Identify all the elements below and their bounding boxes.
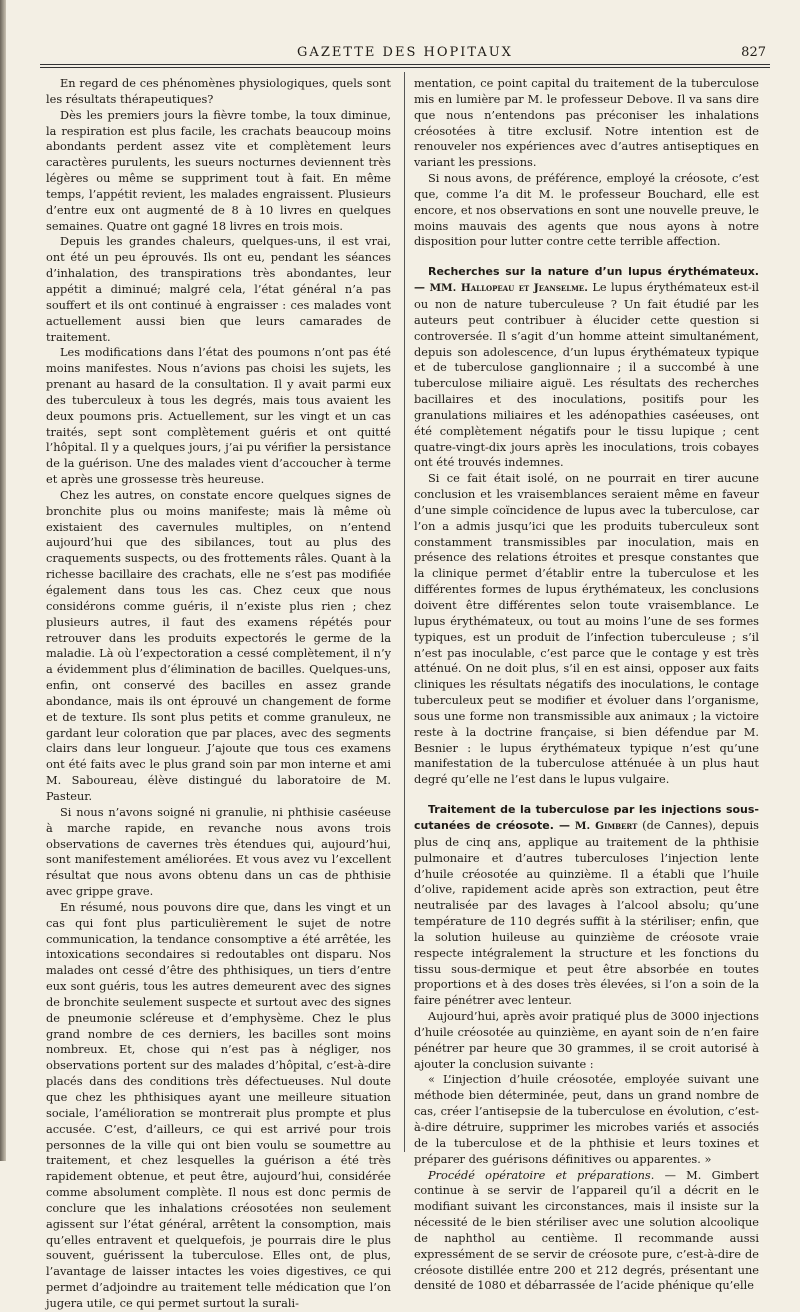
- paragraph: En regard de ces phénomènes physiologiques, quels sont les résultats thérapeutiques?: [46, 76, 391, 106]
- column-divider: [404, 72, 405, 1152]
- right-column: [414, 76, 760, 1293]
- paragraph: Si nous avons, de préférence, employé la créosote, c’est que, comme l’a dit M. le professeur Bouchard, elle est encore, et nos observations en sont une nouvelle preuve, le moins mauvais des agents que nous ayons à notre disposition pour lutter contre cette terrible affection.: [414, 171, 759, 249]
- section-authors: MM. Hallopeau et Jeanselme.: [429, 282, 588, 295]
- page-number: 827: [741, 45, 766, 60]
- procedure-label: Procédé opératoire et préparations.: [428, 1167, 655, 1182]
- paragraph-procedure: [414, 1168, 759, 1295]
- paragraph: En résumé, nous pouvons dire que, dans les vingt et un cas qui font plus particulièrement le sujet de notre communication, la tendance consomptive a été arrêtée, les intoxications secondaires si redoutables ont disparu. Nos malades ont cessé d’être des phthisiques, un tiers d’entre eux sont guéris, tous les autres demeurent avec des signes de bronchite seulement suspecte et surtout avec des signes de pneumonie scléreuse et d’emphysème. Chez le plus grand nombre de ces derniers, les bacilles sont moins nombreux. Et, chose qui n’est pas à négliger, nos observations portent sur des malades d’hôpital, c’est-à-dire placés dans des conditions très défectueuses. Nul doute que chez les phthisiques ayant une meilleure situation sociale, l’amélioration se montrerait plus prompte et plus accusée. C’est, d’ailleurs, ce qui est arrivé pour trois personnes de la ville qui ont bien voulu se soumettre au traitement, et chez lesquelles la guérison a été très rapidement obtenue, et peut être, aujourd’hui, considérée comme absolument complète. Il nous est donc permis de conclure que les inhalations créosotées non seulement agissent sur l’état général, arrêtent la consomption, mais qu’elles entravent et quelquefois, je pourrais dire le plus souvent, guérissent la tuberculose. Elles ont, de plus, l’avantage de laisser intactes les voies digestives, ce qui permet d’adjoindre au traitement telle médication que l’on jugera utile, ce qui permet surtout la surali-: [46, 899, 391, 1310]
- section-title: Recherches sur la nature d’un lupus érythémateux. —: [414, 265, 759, 295]
- procedure-text: — M. Gimbert continue à se servir de l’appareil qu’il a décrit en le modifiant suivant les circonstances, mais il insiste sur la nécessité de le bien stériliser avec une solution alcoolique de naphthol au centième. Il recommande aussi expressément de se servir de créosote pure, c’est-à-dire de créosote distillée entre 200 et 212 degrés, présentant une densité de 1080 et débarrassée de l’acide phénique qu’elle: [414, 1167, 759, 1293]
- header-rule-double: [40, 67, 770, 68]
- header-rule: [40, 64, 770, 65]
- section-creosote: [414, 802, 759, 1009]
- quotation: « L’injection d’huile créosotée, employée suivant une méthode bien déterminée, peut, dans un grand nombre de cas, créer l’antisepsie de la tuberculose en évolution, c’est-à-dire détruire, supprimer les microbes variés et associés de la tuberculose et de la phthisie et leurs toxines et préparer des guérisons définitives ou apparentes. »: [414, 1072, 759, 1166]
- section-title: Traitement de la tuberculose par les injections sous-cutanées de créosote. —: [414, 803, 759, 832]
- journal-title: GAZETTE DES HOPITAUX: [297, 45, 513, 60]
- paragraph: Si ce fait était isolé, on ne pourrait en tirer aucune conclusion et les vraisemblances seraient même en faveur d’une simple coïncidence de lupus avec la tuberculose, car l’on a admis jusqu’ici que les produits tuberculeux sont constamment transmissibles par inoculation, mais en présence des relations étroites et presque constantes que la clinique permet d’établir entre la tuberculose et les différentes formes de lupus érythémateux, les conclusions doivent être différentes selon toute vraisemblance. Le lupus érythémateux, ou tout au moins l’une de ses formes typiques, est un produit de l’infection tuberculeuse ; s’il n’est pas inoculable, c’est parce que le contage y est très atténué. On ne doit plus, s’il en est ainsi, opposer aux faits cliniques les résultats négatifs des inoculations, le contage tuberculeux peut se modifier et évoluer dans l’organisme, sous une forme non transmissible aux animaux ; la victoire reste à la doctrine française, si bien défendue par M. Besnier : le lupus érythémateux typique n’est qu’une manifestation de la tuberculose atténuée à un plus haut degré qu’elle ne l’est dans le lupus vulgaire.: [414, 471, 759, 787]
- paragraph: Aujourd’hui, après avoir pratiqué plus de 3000 injections d’huile créosotée au quinzième, en ayant soin de n’en faire pénétrer par heure que 30 grammes, il se croit autorisé à ajouter la conclusion suivante :: [414, 1009, 759, 1071]
- paragraph: Chez les autres, on constate encore quelques signes de bronchite plus ou moins manifeste; mais là même où existaient des cavernules multiples, on n’entend aujourd’hui que des sibilances, tout au plus des craquements suspects, ou des frottements râles. Quant à la richesse bacillaire des crachats, elle ne s’est pas modifiée également dans tous les cas. Chez ceux que nous considérons comme guéris, il n’existe plus rien ; chez plusieurs autres, il faut des examens répétés pour retrouver dans les produits expectorés le germe de la maladie. Là où l’expectoration a cessé complètement, il n’y a évidemment plus d’élimination de bacilles. Quelques-uns, enfin, ont conservé des bacilles en assez grande abondance, mais ils ont éprouvé un changement de forme et de texture. Ils sont plus petits et comme granuleux, ne gardant leur coloration que par places, avec des segments clairs dans leur longueur. J’ajoute que tous ces examens ont été faits avec le plus grand soin par mon interne et ami M. Saboureau, élève distingué du laboratoire de M. Pasteur.: [46, 487, 391, 803]
- section-text: Le lupus érythémateux est-il ou non de nature tuberculeuse ? Un fait étudié par les auteurs peut contribuer à élucider cette question si controversée. Il s’agit d’un homme atteint simultanément, depuis son adolescence, d’un lupus érythémateux typique et de tuberculose ganglionnaire ; il a succombé à une tuberculose miliaire aiguë. Les résultats des recherches bacillaires et des inoculations, positifs pour les granulations miliaires et les adénopathies caséeuses, ont été complètement négatifs pour le tissu lupique ; cent quatre-vingt-dix jours après les inoculations, trois cobayes ont été trouvés indemnes.: [414, 280, 760, 470]
- paragraph: Depuis les grandes chaleurs, quelques-uns, il est vrai, ont été un peu éprouvés. Ils ont eu, pendant les séances d’inhalation, des transpirations très abondantes, leur appétit a diminué; malgré cela, l’état général n’a pas souffert et ils ont continué à engraisser : ces malades vont actuellement aussi bien que leurs camarades de traitement.: [46, 234, 391, 344]
- paragraph: Si nous n’avons soigné ni granulie, ni phthisie caséeuse à marche rapide, en revanche nous avons trois observations de cavernes très étendues qui, aujourd’hui, sont manifestement améliorées. Et vous avez vu l’excellent résultat que nous avons obtenu dans un cas de phthisie avec grippe grave.: [46, 804, 391, 899]
- left-column: [46, 76, 391, 1310]
- paragraph: Les modifications dans l’état des poumons n’ont pas été moins manifestes. Nous n’avions pas choisi les sujets, les prenant au hasard de la consultation. Il y avait parmi eux des tuberculeux à tous les degrés, mais tous avaient les deux poumons pris. Actuellement, sur les vingt et un cas traités, sept sont complètement guéris et ont quitté l’hôpital. Il y a quelques jours, j’ai pu vérifier la persistance de la guérison. Une des malades vient d’accoucher à terme et après une grossesse très heureuse.: [46, 345, 391, 487]
- section-authors: M. Gimbert: [574, 819, 638, 832]
- page-edge-shadow: [0, 0, 6, 1161]
- paragraph: Dès les premiers jours la fièvre tombe, la toux diminue, la respiration est plus facile, les crachats beaucoup moins abondants perdent assez vite et complètement leurs caractères purulents, les sueurs nocturnes deviennent très légères ou même se suppriment tout à fait. En même temps, l’appétit revient, les malades engraissent. Plusieurs d’entre eux ont augmenté de 8 à 10 livres en quelques semaines. Quatre ont gagné 18 livres en trois mois.: [46, 107, 391, 233]
- section-lupus: [414, 264, 759, 471]
- continued-paragraph: mentation, ce point capital du traitement de la tuberculose mis en lumière par M. le professeur Debove. Il va sans dire que nous n’entendons pas préconiser les inhalations créosotées à titre exclusif. Notre intention est de renouveler nos expériences avec d’autres antiseptiques en variant les pressions.: [414, 76, 759, 170]
- page-header: [40, 40, 770, 64]
- section-text: (de Cannes), depuis plus de cinq ans, applique au traitement de la phthisie pulmonaire et d’autres tuberculoses l’injection lente d’huile créosotée au quinzième. Il a établi que l’huile d’olive, rapidement acide après son extraction, peut être neutralisée par des lavages à l’alcool absolu; qu’une température de 110 degrés suffit à la stériliser; enfin, que la solution huileuse au quinzième de créosote vraie respecte intégralement la structure et les fonctions du tissu sous-dermique et peut être absorbée en toutes proportions et à des doses très élevées, si l’on a soin de la faire pénétrer avec lenteur.: [414, 817, 759, 1008]
